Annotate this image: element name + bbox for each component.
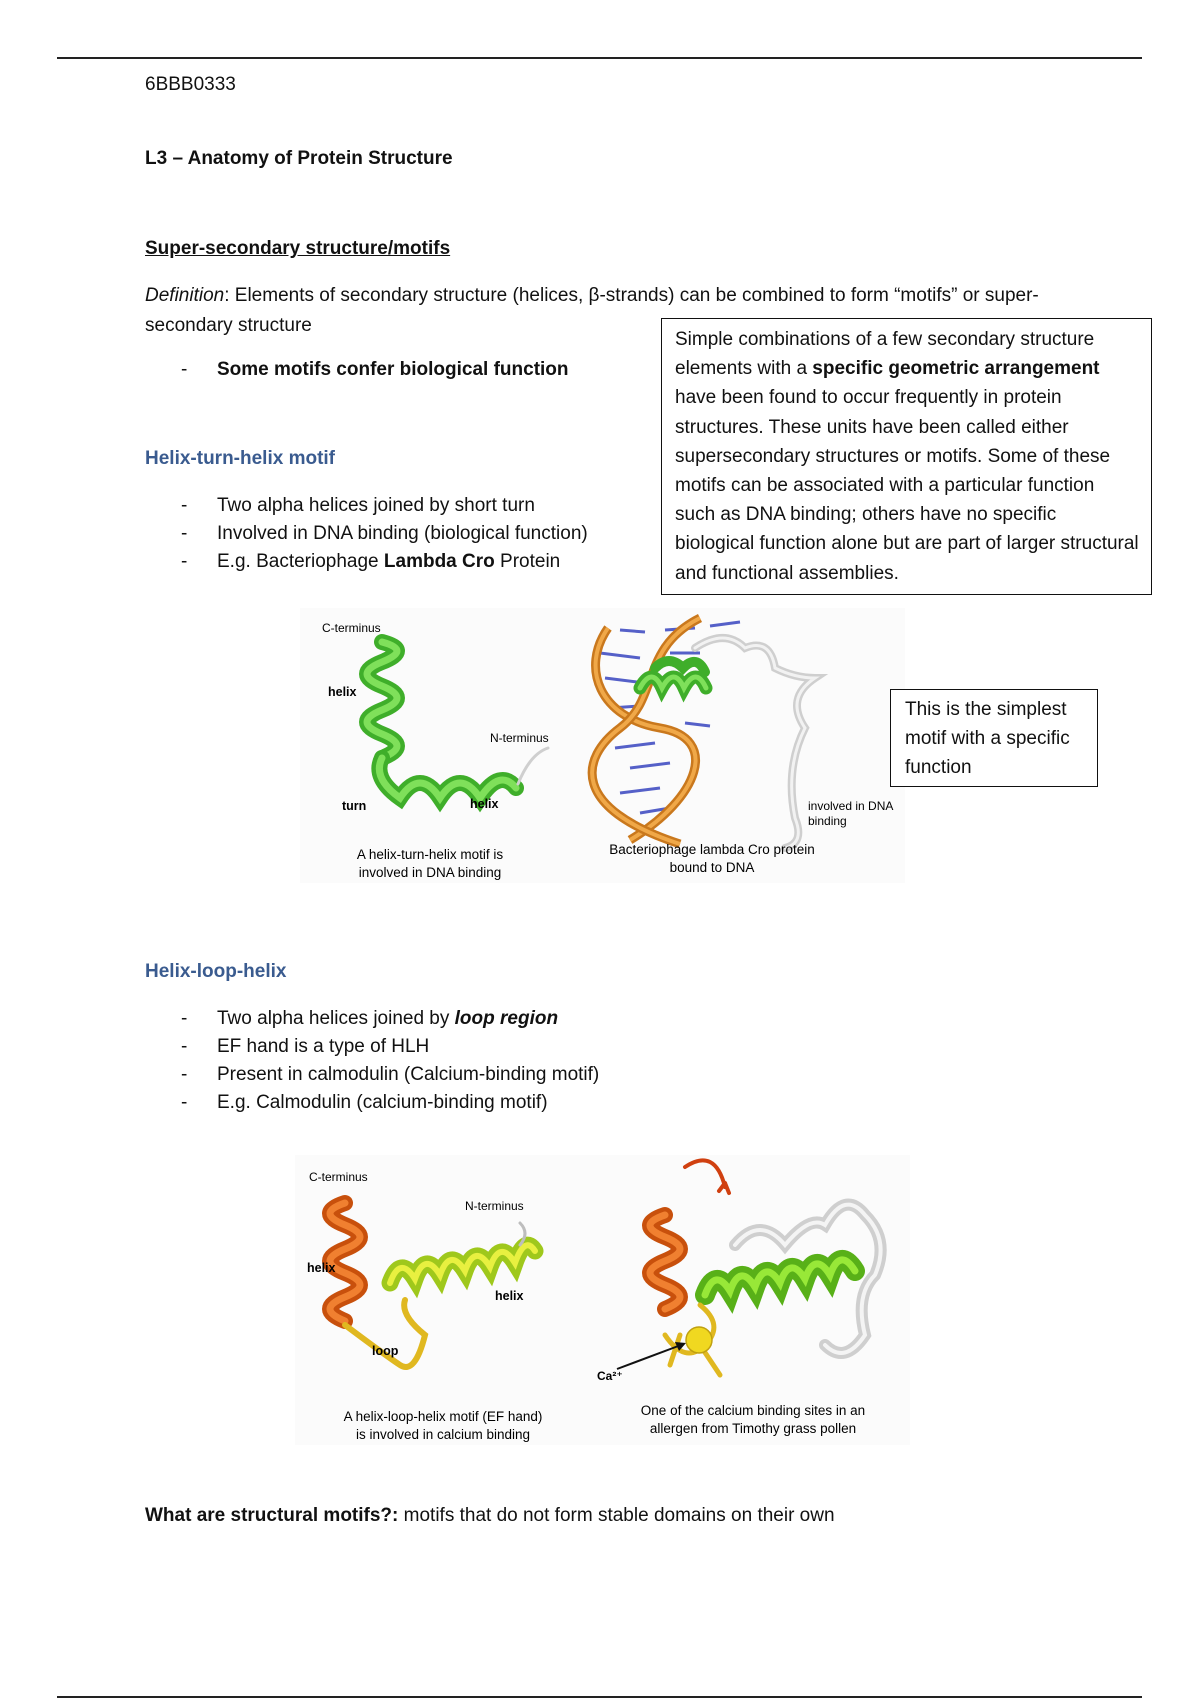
hth-figure (300, 608, 905, 883)
cro-caption-1: Bacteriophage lambda Cro protein (609, 842, 815, 857)
list-item: - E.g. Calmodulin (calcium-binding motif) (145, 1089, 765, 1117)
calcium-caption-1: One of the calcium binding sites in an (640, 1403, 866, 1418)
hlh-helix-label-1: helix (307, 1261, 336, 1275)
calcium-caption-2: allergen from Timothy grass pollen (649, 1421, 857, 1436)
hlh-bullet-list (145, 1005, 765, 1117)
list-item: - Involved in DNA binding (biological function) (145, 520, 665, 548)
hlh-heading: Helix-loop-helix (145, 961, 287, 982)
hth-c-terminus-label: C-terminus (322, 621, 381, 635)
hlh-helix-label-2: helix (495, 1289, 524, 1303)
definition-term: Definition (145, 285, 225, 306)
cro-caption-2: bound to DNA (669, 860, 755, 875)
calcium-label: Ca²⁺ (597, 1369, 623, 1383)
hth-helix-label-2: helix (470, 797, 499, 811)
hlh-n-terminus-label: N-terminus (465, 1199, 524, 1213)
dna-binding-label-1: involved in DNA (808, 799, 894, 813)
motif-bullet-list (145, 356, 645, 384)
list-item: - Two alpha helices joined by loop region (145, 1005, 765, 1033)
hth-caption-left-1: A helix-turn-helix motif is (356, 847, 504, 862)
hth-turn-label: turn (342, 799, 367, 813)
definition-sidebox: Simple combinations of a few secondary structure elements with a specific geometric arrangement have been found to occur frequently in protein structures. These units have been called either supersecondary structures or motifs. Some of these motifs can be associated with a particular function such as DNA binding; others have no specific biological function alone but are part of larger structural and functional assemblies. (661, 318, 1152, 595)
list-item: - Present in calmodulin (Calcium-binding motif) (145, 1061, 765, 1089)
page-title: L3 – Anatomy of Protein Structure (145, 148, 453, 169)
bottom-rule (57, 1696, 1142, 1698)
list-item: - Two alpha helices joined by short turn (145, 492, 665, 520)
top-rule (57, 57, 1142, 59)
dna-binding-label-2: binding (808, 814, 847, 828)
hlh-figure (295, 1155, 910, 1445)
hth-heading: Helix-turn-helix motif (145, 448, 336, 469)
simplest-motif-note: This is the simplest motif with a specific function (890, 689, 1098, 787)
list-item: - EF hand is a type of HLH (145, 1033, 765, 1061)
calcium-ion (686, 1327, 712, 1353)
hth-helix-label-1: helix (328, 685, 357, 699)
definition-text: : Elements of secondary structure (helices, β-strands) can be combined to form “motifs” or super-secondary structure (145, 285, 1039, 336)
hth-n-terminus-label: N-terminus (490, 731, 549, 745)
hth-caption-left-2: involved in DNA binding (358, 865, 502, 880)
ef-hand-caption-1: A helix-loop-helix motif (EF hand) (343, 1409, 543, 1424)
hth-bullet-list (145, 492, 665, 576)
structural-motifs-question: What are structural motifs?: motifs that do not form stable domains on their own (145, 1505, 835, 1526)
list-item: - Some motifs confer biological function (145, 356, 645, 384)
list-item: - E.g. Bacteriophage Lambda Cro Protein (145, 548, 665, 576)
hlh-c-terminus-label: C-terminus (309, 1170, 368, 1184)
section-heading: Super-secondary structure/motifs (145, 238, 451, 259)
course-code: 6BBB0333 (145, 74, 236, 95)
hlh-loop-label: loop (372, 1344, 399, 1358)
ef-hand-caption-2: is involved in calcium binding (355, 1427, 531, 1442)
